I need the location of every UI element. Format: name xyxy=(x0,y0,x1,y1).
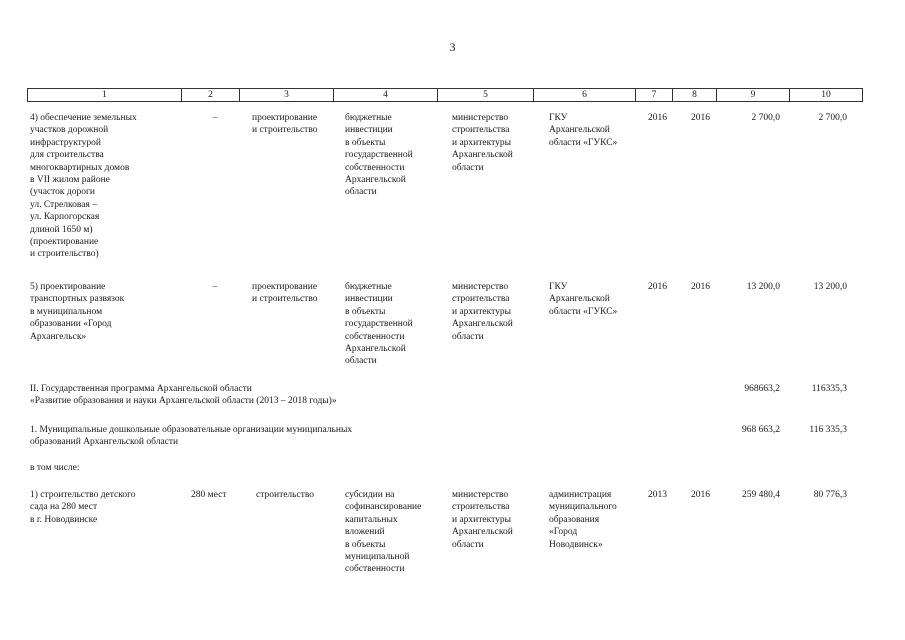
section-limit: 116335,3 xyxy=(811,384,847,394)
row2-start-year: 2016 xyxy=(648,282,667,292)
column-header-5: 5 xyxy=(438,89,534,101)
row1-funding-form: бюджетные инвестиции в объекты государственной собственности Архангельской области xyxy=(345,113,413,198)
row1-work-type: проектирование и строительство xyxy=(252,113,318,136)
subsection-total-cost: 968 663,2 xyxy=(742,425,780,435)
row3-customer: администрация муниципального образования «Город Новодвинск» xyxy=(549,490,617,550)
row1-end-year: 2016 xyxy=(691,113,710,123)
row1-limit: 2 700,0 xyxy=(818,113,847,123)
row2-funding-form: бюджетные инвестиции в объекты государственной собственности Архангельской области xyxy=(345,282,413,367)
column-header-2: 2 xyxy=(182,89,240,101)
column-header-1: 1 xyxy=(27,89,182,101)
subsection-title: 1. Муниципальные дошкольные образовательные организации муниципальных образований Архангельской области xyxy=(30,425,353,448)
row3-work-type: строительство xyxy=(256,490,315,500)
row3-responsible: министерство строительства и архитектуры Архангельской области xyxy=(452,490,513,550)
including-label: в том числе: xyxy=(30,463,80,473)
row3-end-year: 2016 xyxy=(691,490,710,500)
column-header-9: 9 xyxy=(717,89,790,101)
row2-customer: ГКУ Архангельской области «ГУКС» xyxy=(549,282,618,317)
row2-end-year: 2016 xyxy=(691,282,710,292)
row2-capacity: – xyxy=(212,282,218,292)
row2-total-cost: 13 200,0 xyxy=(746,282,780,292)
column-header-7: 7 xyxy=(636,89,673,101)
row1-customer: ГКУ Архангельской области «ГУКС» xyxy=(549,113,618,148)
row2-description: 5) проектирование транспортных развязок в муниципальном образовании «Город Архангельск» xyxy=(30,282,125,342)
row2-work-type: проектирование и строительство xyxy=(252,282,318,305)
row2-responsible: министерство строительства и архитектуры Архангельской области xyxy=(452,282,513,342)
row3-description: 1) строительство детского сада на 280 мест в г. Новодвинске xyxy=(30,490,136,525)
column-header-8: 8 xyxy=(673,89,717,101)
table-header xyxy=(27,88,863,102)
row1-capacity: – xyxy=(212,113,218,123)
row3-total-cost: 259 480,4 xyxy=(742,490,780,500)
column-header-4: 4 xyxy=(334,89,438,101)
row3-start-year: 2013 xyxy=(648,490,667,500)
row1-total-cost: 2 700,0 xyxy=(751,113,780,123)
section-title: II. Государственная программа Архангельской области «Развитие образования и науки Архангельской области (2013 – 2018 годы)» xyxy=(30,384,337,407)
page-number: 3 xyxy=(449,40,456,54)
column-header-10: 10 xyxy=(790,89,863,101)
column-header-3: 3 xyxy=(240,89,334,101)
column-header-6: 6 xyxy=(534,89,636,101)
row1-description: 4) обеспечение земельных участков дорожной инфраструктурой для строительства многоквартирных домов в VII жилом районе (участок дороги ул. Стрелковая – ул. Карпогорская длиной 1650 м) (проектирование и строительство) xyxy=(30,113,137,260)
subsection-limit: 116 335,3 xyxy=(809,425,847,435)
row1-start-year: 2016 xyxy=(648,113,667,123)
row2-limit: 13 200,0 xyxy=(813,282,847,292)
row3-funding-form: субсидии на софинансирование капитальных вложений в объекты муниципальной собственности xyxy=(345,490,422,575)
section-total-cost: 968663,2 xyxy=(744,384,780,394)
row3-limit: 80 776,3 xyxy=(813,490,847,500)
row1-responsible: министерство строительства и архитектуры Архангельской области xyxy=(452,113,513,173)
row3-capacity: 280 мест xyxy=(191,490,227,500)
